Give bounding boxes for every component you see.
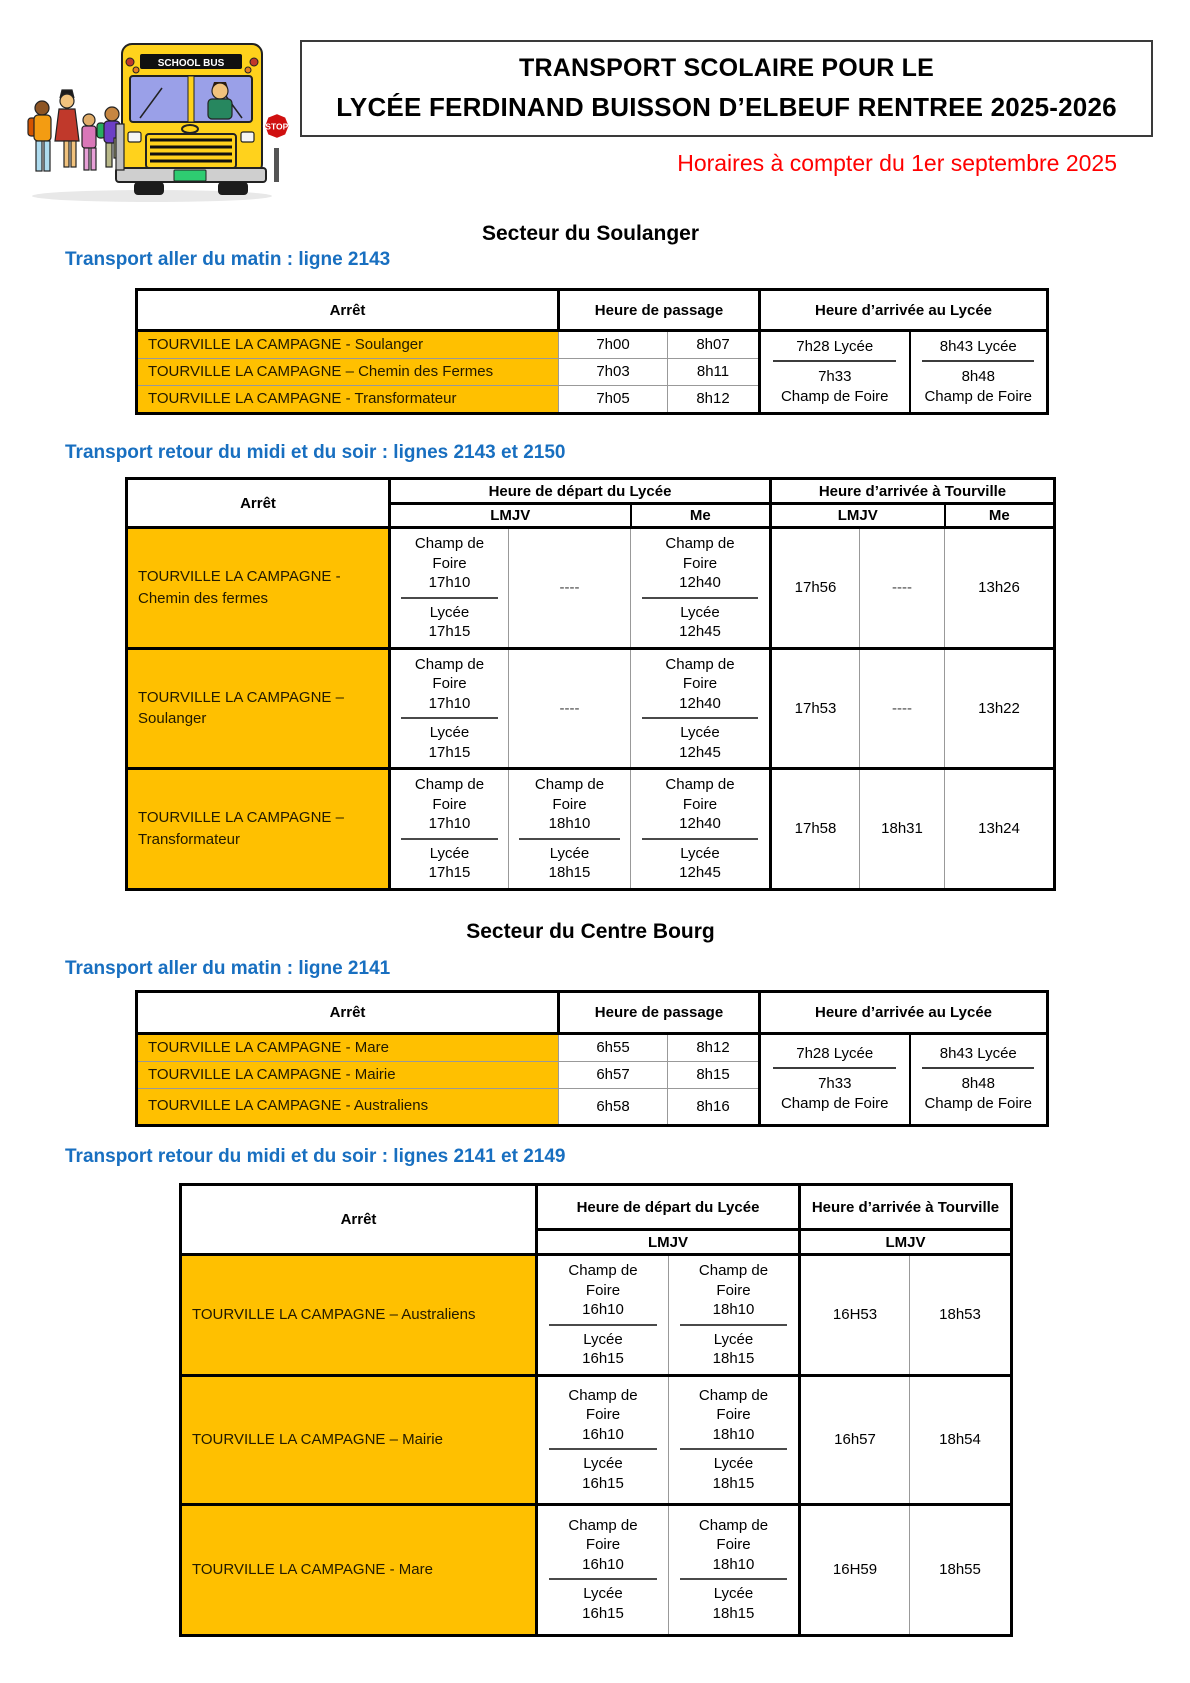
arrival-time-cell: 16H59 bbox=[800, 1504, 910, 1635]
arrival-time-cell: 16h57 bbox=[800, 1375, 910, 1504]
time-cell: 8h11 bbox=[668, 358, 760, 385]
column-header-lmjv: LMJV bbox=[771, 504, 945, 528]
arrival-cell-late: 8h43 Lycée 8h48 Champ de Foire bbox=[910, 331, 1048, 414]
arrival-time-cell: 17h58 bbox=[771, 769, 860, 890]
time-cell: 8h16 bbox=[668, 1088, 760, 1125]
return-table-centre-bourg bbox=[179, 1183, 1013, 1637]
divider bbox=[773, 1067, 896, 1069]
morning-table-soulanger bbox=[135, 288, 1049, 415]
divider bbox=[549, 1324, 657, 1326]
arrival-time-cell: 16H53 bbox=[800, 1255, 910, 1376]
arrival-time-cell: 18h53 bbox=[910, 1255, 1012, 1376]
table-row bbox=[181, 1255, 1012, 1376]
arrival-time-cell: 17h56 bbox=[771, 528, 860, 649]
table-row bbox=[181, 1504, 1012, 1635]
arrival-time-cell: 13h26 bbox=[945, 528, 1055, 649]
arrival-cell-early: 7h28 Lycée 7h33 Champ de Foire bbox=[760, 1034, 910, 1126]
time-cell: 7h03 bbox=[559, 358, 668, 385]
sector-title-centre-bourg: Secteur du Centre Bourg bbox=[466, 920, 715, 943]
table-row bbox=[127, 528, 1055, 649]
column-header-depart: Heure de départ du Lycée bbox=[537, 1185, 800, 1230]
line-heading-2143-2150: Transport retour du midi et du soir : lignes 2143 et 2150 bbox=[65, 442, 566, 463]
departure-cell: Champ de Foire 16h10 Lycée 16h15 bbox=[537, 1255, 669, 1376]
divider bbox=[680, 1448, 788, 1450]
divider bbox=[549, 1578, 657, 1580]
line-heading-2141-2149: Transport retour du midi et du soir : lignes 2141 et 2149 bbox=[65, 1146, 566, 1167]
table-row bbox=[137, 1034, 1048, 1062]
return-table-soulanger bbox=[125, 477, 1056, 891]
stop-cell: TOURVILLE LA CAMPAGNE - Mare bbox=[181, 1504, 537, 1635]
column-header-arrivee: Heure d’arrivée à Tourville bbox=[800, 1185, 1012, 1230]
departure-cell-empty: ---- bbox=[509, 528, 631, 649]
divider bbox=[642, 838, 757, 840]
time-cell: 6h58 bbox=[559, 1088, 668, 1125]
departure-cell: Champ de Foire 17h10 Lycée 17h15 bbox=[390, 528, 509, 649]
column-header-lmjv: LMJV bbox=[800, 1230, 1012, 1255]
departure-cell-me: Champ de Foire 12h40 Lycée 12h45 bbox=[631, 528, 771, 649]
time-cell: 8h12 bbox=[668, 1034, 760, 1062]
table-row bbox=[127, 648, 1055, 769]
arrival-time-cell: 18h31 bbox=[860, 769, 945, 890]
stop-cell: TOURVILLE LA CAMPAGNE – Soulanger bbox=[127, 648, 390, 769]
divider bbox=[401, 838, 498, 840]
divider bbox=[922, 1067, 1034, 1069]
arrival-time-cell: ---- bbox=[860, 528, 945, 649]
stop-cell: TOURVILLE LA CAMPAGNE - Australiens bbox=[137, 1088, 559, 1125]
column-header-lmjv: LMJV bbox=[537, 1230, 800, 1255]
bus-sign-text: SCHOOL BUS bbox=[157, 58, 225, 69]
column-header-arret: Arrêt bbox=[137, 992, 559, 1034]
stop-cell: TOURVILLE LA CAMPAGNE - Transformateur bbox=[137, 385, 559, 413]
time-cell: 8h12 bbox=[668, 385, 760, 413]
arrival-cell-late: 8h43 Lycée 8h48 Champ de Foire bbox=[910, 1034, 1048, 1126]
column-header-passage: Heure de passage bbox=[559, 992, 760, 1034]
divider bbox=[519, 838, 620, 840]
departure-cell-me: Champ de Foire 12h40 Lycée 12h45 bbox=[631, 648, 771, 769]
morning-table-centre-bourg bbox=[135, 990, 1049, 1127]
arrival-time-cell: 18h54 bbox=[910, 1375, 1012, 1504]
page-title-line2: LYCÉE FERDINAND BUISSON D’ELBEUF RENTREE 2025-2026 bbox=[336, 92, 1117, 122]
time-cell: 7h00 bbox=[559, 331, 668, 359]
departure-cell-me: Champ de Foire 12h40 Lycée 12h45 bbox=[631, 769, 771, 890]
column-header-arrivee: Heure d’arrivée à Tourville bbox=[771, 479, 1055, 504]
divider bbox=[922, 360, 1034, 362]
departure-cell: Champ de Foire 18h10 Lycée 18h15 bbox=[669, 1375, 800, 1504]
departure-cell: Champ de Foire 17h10 Lycée 17h15 bbox=[390, 648, 509, 769]
divider bbox=[642, 597, 757, 599]
stop-cell: TOURVILLE LA CAMPAGNE – Mairie bbox=[181, 1375, 537, 1504]
time-cell: 6h57 bbox=[559, 1061, 668, 1088]
time-cell: 6h55 bbox=[559, 1034, 668, 1062]
stop-cell: TOURVILLE LA CAMPAGNE - Mairie bbox=[137, 1061, 559, 1088]
divider bbox=[680, 1324, 788, 1326]
document-title-box bbox=[300, 40, 1153, 137]
column-header-arrivee: Heure d’arrivée au Lycée bbox=[760, 290, 1048, 331]
column-header-me: Me bbox=[945, 504, 1055, 528]
stop-cell: TOURVILLE LA CAMPAGNE - Mare bbox=[137, 1034, 559, 1062]
departure-cell: Champ de Foire 16h10 Lycée 16h15 bbox=[537, 1504, 669, 1635]
table-row bbox=[181, 1375, 1012, 1504]
departure-cell: Champ de Foire 18h10 Lycée 18h15 bbox=[669, 1255, 800, 1376]
arrival-cell-early: 7h28 Lycée 7h33 Champ de Foire bbox=[760, 331, 910, 414]
time-cell: 7h05 bbox=[559, 385, 668, 413]
column-header-depart: Heure de départ du Lycée bbox=[390, 479, 771, 504]
column-header-lmjv: LMJV bbox=[390, 504, 631, 528]
divider bbox=[642, 717, 757, 719]
stop-sign-text: STOP bbox=[265, 121, 289, 132]
divider bbox=[401, 717, 498, 719]
time-cell: 8h15 bbox=[668, 1061, 760, 1088]
column-header-me: Me bbox=[631, 504, 771, 528]
arrival-time-cell: 13h22 bbox=[945, 648, 1055, 769]
line-heading-2143: Transport aller du matin : ligne 2143 bbox=[65, 249, 391, 270]
table-row bbox=[137, 331, 1048, 359]
stop-cell: TOURVILLE LA CAMPAGNE – Chemin des Fermes bbox=[137, 358, 559, 385]
stop-cell: TOURVILLE LA CAMPAGNE – Transformateur bbox=[127, 769, 390, 890]
departure-cell: Champ de Foire 17h10 Lycée 17h15 bbox=[390, 769, 509, 890]
stop-cell: TOURVILLE LA CAMPAGNE - Soulanger bbox=[137, 331, 559, 359]
effective-date-note: Horaires à compter du 1er septembre 2025 bbox=[677, 150, 1117, 176]
arrival-time-cell: 18h55 bbox=[910, 1504, 1012, 1635]
table-row bbox=[127, 769, 1055, 890]
column-header-passage: Heure de passage bbox=[559, 290, 760, 331]
departure-cell: Champ de Foire 18h10 Lycée 18h15 bbox=[669, 1504, 800, 1635]
divider bbox=[773, 360, 896, 362]
divider bbox=[401, 597, 498, 599]
arrival-time-cell: ---- bbox=[860, 648, 945, 769]
divider bbox=[680, 1578, 788, 1580]
departure-cell: Champ de Foire 16h10 Lycée 16h15 bbox=[537, 1375, 669, 1504]
column-header-arret: Arrêt bbox=[137, 290, 559, 331]
departure-cell: Champ de Foire 18h10 Lycée 18h15 bbox=[509, 769, 631, 890]
stop-cell: TOURVILLE LA CAMPAGNE - Chemin des fermes bbox=[127, 528, 390, 649]
arrival-time-cell: 17h53 bbox=[771, 648, 860, 769]
departure-cell-empty: ---- bbox=[509, 648, 631, 769]
line-heading-2141: Transport aller du matin : ligne 2141 bbox=[65, 958, 391, 979]
column-header-arrivee: Heure d’arrivée au Lycée bbox=[760, 992, 1048, 1034]
stop-cell: TOURVILLE LA CAMPAGNE – Australiens bbox=[181, 1255, 537, 1376]
time-cell: 8h07 bbox=[668, 331, 760, 359]
column-header-arret: Arrêt bbox=[181, 1185, 537, 1255]
page-title-line1: TRANSPORT SCOLAIRE POUR LE bbox=[519, 54, 934, 82]
divider bbox=[549, 1448, 657, 1450]
school-bus-illustration bbox=[12, 28, 300, 208]
column-header-arret: Arrêt bbox=[127, 479, 390, 528]
arrival-time-cell: 13h24 bbox=[945, 769, 1055, 890]
sector-title-soulanger: Secteur du Soulanger bbox=[481, 222, 700, 245]
